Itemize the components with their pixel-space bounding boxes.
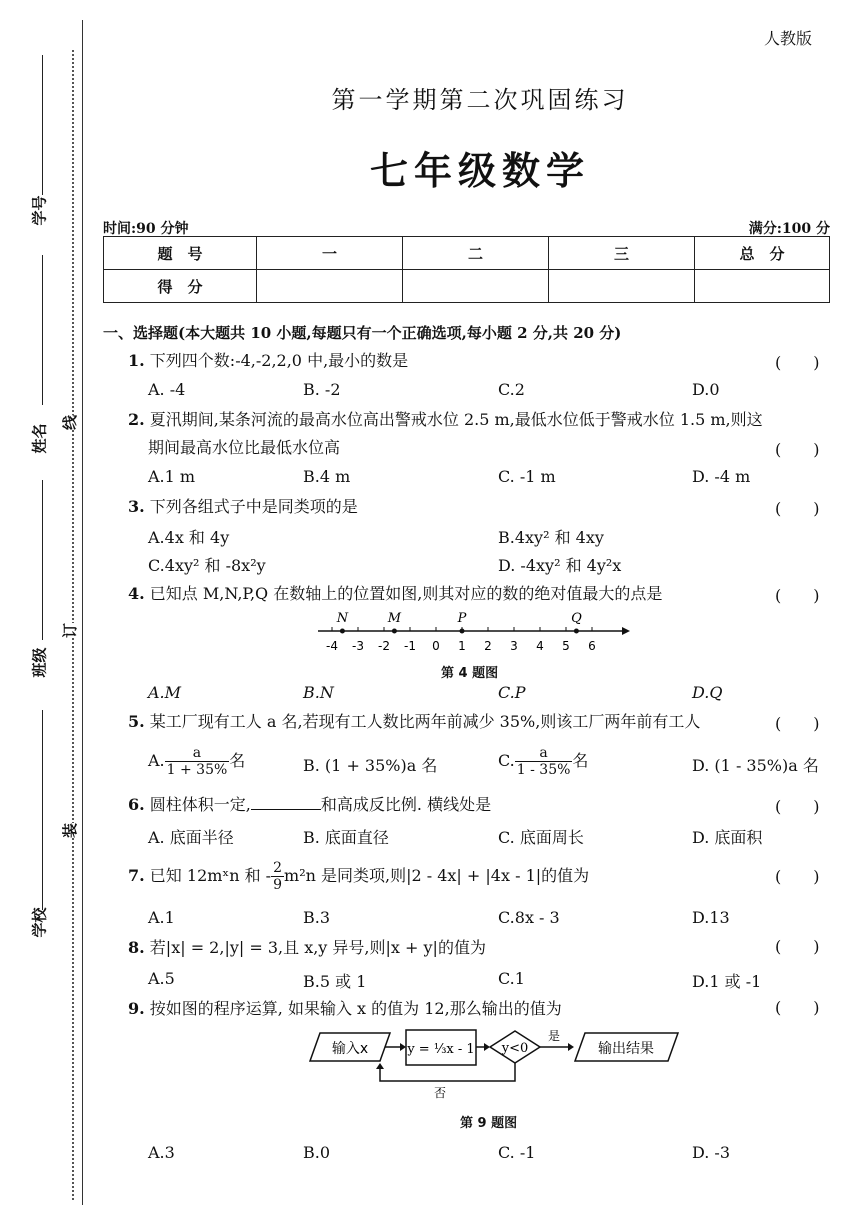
- question-number: 3.: [128, 497, 145, 516]
- option-a: A.M: [148, 683, 182, 702]
- score-input-cell[interactable]: [549, 270, 695, 303]
- option-c: C.1: [498, 969, 525, 988]
- question-number: 1.: [128, 351, 145, 370]
- question-4: [128, 583, 662, 605]
- question-text: 按如图的程序运算, 如果输入 x 的值为 12,那么输出的值为: [149, 999, 562, 1018]
- option-a: A.4x 和 4y: [148, 528, 230, 547]
- question-5: [128, 711, 700, 733]
- option-b: B.N: [303, 683, 334, 702]
- axis-tick-label: -3: [352, 639, 364, 653]
- option-a: A. 底面半径: [148, 828, 234, 847]
- question-6: [128, 794, 491, 816]
- flowchart-figure: [300, 1025, 690, 1105]
- option-d: D.13: [692, 908, 730, 927]
- question-number: 9.: [128, 999, 145, 1018]
- name-label: 姓名: [30, 423, 49, 454]
- numerator: a: [515, 745, 573, 762]
- score-cell: 得 分: [104, 270, 257, 303]
- option-c: [498, 745, 588, 778]
- arrow-head-icon: [376, 1063, 384, 1069]
- option-d: D.1 或 -1: [692, 972, 762, 991]
- option-a: [148, 745, 245, 778]
- exam-subtitle: 第一学期第二次巩固练习: [331, 86, 629, 114]
- student-id-label: 学号: [30, 195, 49, 226]
- score-table-score-row: [104, 270, 830, 303]
- answer-parens[interactable]: ( ): [775, 867, 820, 886]
- option-c: C.2: [498, 380, 525, 399]
- axis-point: [392, 629, 397, 634]
- axis-tick-label: 3: [510, 639, 518, 653]
- question-number: 4.: [128, 584, 145, 603]
- option-d: D. (1 - 35%)a 名: [692, 756, 819, 775]
- axis-arrow-icon: [622, 627, 630, 635]
- arrow-head-icon: [400, 1043, 406, 1051]
- class-line: [42, 480, 43, 640]
- axis-point-label: Q: [571, 611, 582, 626]
- option-d: D. -4xy² 和 4y²x: [498, 556, 622, 575]
- option-c: C. -1: [498, 1143, 536, 1162]
- full-score: 满分:100 分: [748, 221, 830, 237]
- question-number: 5.: [128, 712, 145, 731]
- question-number: 7.: [128, 866, 145, 885]
- question-text: 下列四个数:-4,-2,2,0 中,最小的数是: [149, 351, 409, 370]
- question-text-cont: 期间最高水位比最低水位高: [148, 438, 341, 457]
- option-b: B. 底面直径: [303, 828, 389, 847]
- option-b: B.4 m: [303, 467, 351, 486]
- option-d: D. -3: [692, 1143, 731, 1162]
- answer-parens[interactable]: ( ): [775, 499, 820, 518]
- option-c: C.P: [498, 683, 526, 702]
- denominator: 1 + 35%: [166, 762, 228, 778]
- axis-tick-label: -2: [378, 639, 390, 653]
- axis-tick-label: 4: [536, 639, 544, 653]
- question-number: 6.: [128, 795, 145, 814]
- figure-caption: 第 9 题图: [460, 1116, 518, 1131]
- edition-label: 人教版: [763, 29, 812, 48]
- school-label: 学校: [30, 907, 49, 938]
- option-c: C. -1 m: [498, 467, 556, 486]
- option-c: C.4xy² 和 -8x²y: [148, 556, 266, 575]
- axis-tick-label: -4: [326, 639, 338, 653]
- score-cell: 二: [403, 237, 549, 270]
- option-d: D.Q: [692, 683, 723, 702]
- answer-parens[interactable]: ( ): [775, 586, 820, 605]
- flow-condition: y<0: [501, 1041, 529, 1056]
- question-text: 某工厂现有工人 a 名,若现有工人数比两年前减少 35%,则该工厂两年前有工人: [149, 712, 701, 731]
- option-b: B. (1 + 35%)a 名: [303, 756, 438, 775]
- score-table: [103, 236, 830, 303]
- flow-output-label: 输出结果: [598, 1041, 654, 1057]
- flow-no-label: 否: [433, 1086, 447, 1100]
- margin-rule: [82, 20, 83, 1205]
- option-letter: A.: [148, 751, 165, 770]
- denominator: 9: [273, 877, 283, 893]
- fraction: [165, 745, 230, 778]
- time-limit: 时间:90 分钟: [103, 221, 189, 237]
- arrow-head-icon: [568, 1043, 574, 1051]
- cut-mark-line: 线: [61, 414, 80, 431]
- score-input-cell[interactable]: [257, 270, 403, 303]
- option-b: B. -2: [303, 380, 341, 399]
- option-b: B.0: [303, 1143, 331, 1162]
- numerator: a: [165, 745, 230, 762]
- unit: 名: [572, 751, 589, 770]
- cut-mark-bind: 装: [61, 822, 80, 839]
- score-cell: 总 分: [695, 237, 830, 270]
- score-input-cell[interactable]: [403, 270, 549, 303]
- option-letter: C.: [498, 751, 515, 770]
- denominator: 1 - 35%: [516, 762, 571, 778]
- option-d: D. 底面积: [692, 828, 763, 847]
- answer-parens[interactable]: ( ): [775, 797, 820, 816]
- question-2: [128, 409, 763, 431]
- fill-blank: [251, 795, 321, 810]
- score-cell: 三: [549, 237, 695, 270]
- question-text: 圆柱体积一定,: [149, 795, 251, 814]
- answer-parens[interactable]: ( ): [775, 937, 820, 956]
- axis-point-label: P: [457, 611, 467, 626]
- question-text: 已知点 M,N,P,Q 在数轴上的位置如图,则其对应的数的绝对值最大的点是: [149, 584, 663, 603]
- figure-caption: 第 4 题图: [441, 666, 499, 681]
- question-7: [128, 860, 589, 893]
- class-label: 班级: [30, 647, 49, 678]
- answer-parens[interactable]: ( ): [775, 998, 820, 1017]
- question-text: 若|x| = 2,|y| = 3,且 x,y 异号,则|x + y|的值为: [149, 938, 486, 957]
- axis-point: [460, 629, 465, 634]
- unit: 名: [229, 751, 246, 770]
- cut-mark-staple: 订: [61, 622, 80, 639]
- flow-input-label: 输入x: [331, 1041, 369, 1057]
- question-number: 2.: [128, 410, 145, 429]
- score-cell: 题 号: [104, 237, 257, 270]
- question-8: [128, 937, 486, 959]
- score-input-cell[interactable]: [695, 270, 830, 303]
- name-line: [42, 255, 43, 405]
- question-text: 下列各组式子中是同类项的是: [149, 497, 358, 516]
- fraction: [515, 745, 573, 778]
- axis-point-label: M: [387, 611, 402, 626]
- option-a: A.3: [148, 1143, 175, 1162]
- numerator: 2: [273, 860, 283, 876]
- answer-parens[interactable]: ( ): [775, 353, 820, 372]
- exam-title: 七年级数学: [369, 149, 590, 193]
- option-a: A.1: [148, 908, 175, 927]
- option-b: B.5 或 1: [303, 972, 367, 991]
- option-b: B.4xy² 和 4xy: [498, 528, 604, 547]
- axis-tick-label: 0: [432, 639, 440, 653]
- question-text: 和高成反比例. 横线处是: [320, 795, 492, 814]
- score-table-header-row: [104, 237, 830, 270]
- question-3: [128, 496, 358, 518]
- question-number: 8.: [128, 938, 145, 957]
- flow-formula: y = ⅓x - 1: [407, 1042, 475, 1057]
- axis-point-label: N: [336, 611, 349, 626]
- section-heading: 一、选择题(本大题共 10 小题,每题只有一个正确选项,每小题 2 分,共 20 分): [103, 324, 622, 342]
- answer-parens[interactable]: ( ): [775, 714, 820, 733]
- option-d: D.0: [692, 380, 720, 399]
- axis-tick-label: 1: [458, 639, 466, 653]
- question-9: [128, 998, 562, 1020]
- axis-tick-label: 5: [562, 639, 570, 653]
- flow-yes-label: 是: [547, 1029, 561, 1043]
- axis-tick-label: 2: [484, 639, 492, 653]
- axis-tick-label: -1: [404, 639, 416, 653]
- question-text: 已知 12mˣn 和 -: [149, 866, 272, 885]
- option-c: C. 底面周长: [498, 828, 584, 847]
- school-line: [42, 710, 43, 910]
- axis-point: [574, 629, 579, 634]
- question-text: 夏汛期间,某条河流的最高水位高出警戒水位 2.5 m,最低水位低于警戒水位 1.5 m,则这: [149, 410, 763, 429]
- option-c: C.8x - 3: [498, 908, 560, 927]
- score-cell: 一: [257, 237, 403, 270]
- option-a: A. -4: [148, 380, 186, 399]
- axis-tick-label: 6: [588, 639, 596, 653]
- option-b: B.3: [303, 908, 331, 927]
- number-line-figure: [310, 608, 630, 658]
- question-1: [128, 350, 408, 372]
- option-a: A.1 m: [148, 467, 196, 486]
- axis-point: [340, 629, 345, 634]
- answer-parens[interactable]: ( ): [775, 440, 820, 459]
- option-a: A.5: [148, 969, 175, 988]
- question-text: m²n 是同类项,则|2 - 4x| + |4x - 1|的值为: [284, 866, 590, 885]
- option-d: D. -4 m: [692, 467, 751, 486]
- fraction: [271, 860, 284, 893]
